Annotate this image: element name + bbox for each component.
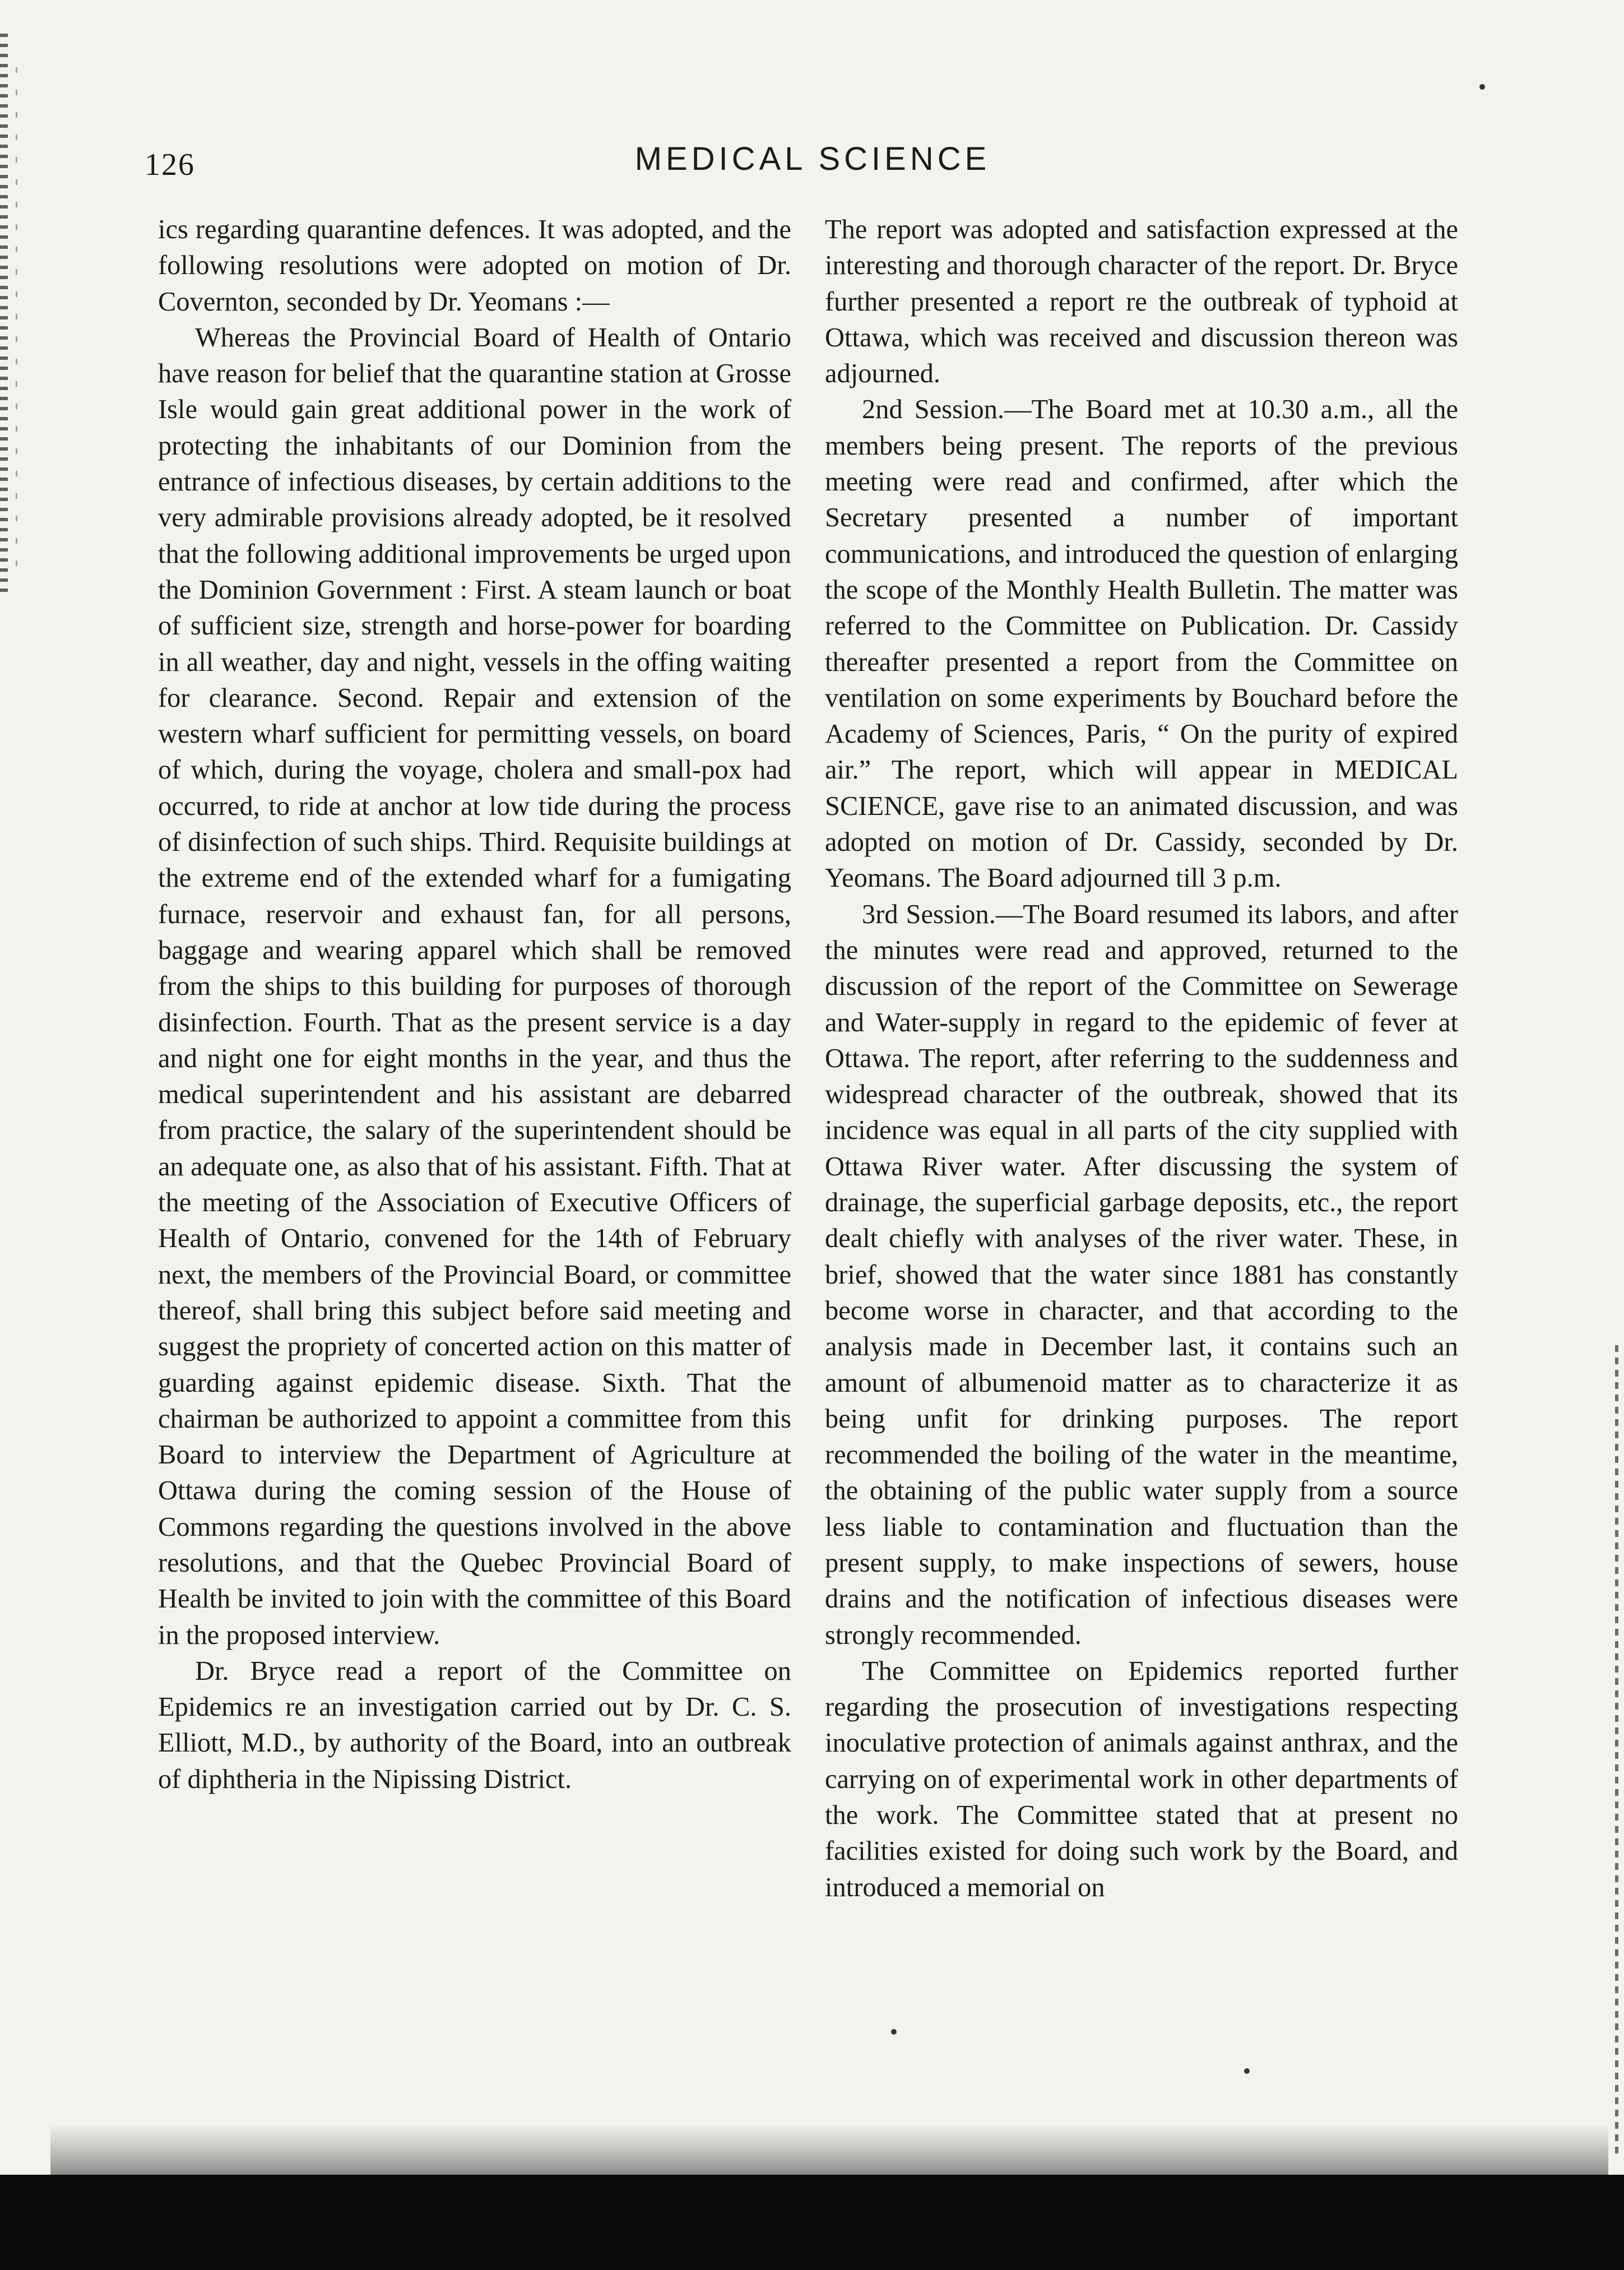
scan-bottom-edge [0, 2175, 1624, 2270]
right-column [825, 212, 1458, 1906]
scan-speck [1479, 84, 1485, 90]
paragraph: The Committee on Epidemics reported further regarding the prosecution of investigations respecting inoculative protection of animals against anthrax, and the carrying on of experimental work in other departments of the work. The Committee stated that at present no facilities existed for doing such work by the Board, and introduced a memorial on [825, 1656, 1458, 1902]
scan-speck [1244, 2068, 1250, 2074]
left-column [158, 212, 791, 1798]
paragraph: 3rd Session.—The Board resumed its labors, and after the minutes were read and approved, returned to the discussion of the report of the Committee on Sewerage and Water-supply in regard to the epidemic of fever at Ottawa. The report, after referring to the suddenness and widespread character of the outbreak, showed that its incidence was equal in all parts of the city supplied with Ottawa River water. After discussing the system of drainage, the superficial garbage deposits, etc., the report dealt chiefly with analyses of the river water. These, in brief, showed that the water since 1881 has constantly become worse in character, and that according to the analysis made in December last, it contains such an amount of albumenoid matter as to characterize it as being unfit for drinking purposes. The report recommended the boiling of the water in the meantime, the obtaining of the public water supply from a source less liable to contamination and fluctuation than the present supply, to make inspections of sewers, house drains and the notification of infectious diseases were strongly recommended. [825, 899, 1458, 1650]
paragraph: 2nd Session.—The Board met at 10.30 a.m., all the members being present. The reports of the previous meeting were read and confirmed, after which the Secretary presented a number of important communications, and introduced the question of enlarging the scope of the Monthly Health Bulletin. The matter was referred to the Committee on Publication. Dr. Cassidy thereafter presented a report from the Committee on ventilation on some experiments by Bouchard before the Academy of Sciences, Paris, “ On the purity of expired air.” The report, which will appear in MEDICAL SCIENCE, gave rise to an animated discussion, and was adopted on motion of Dr. Cassidy, seconded by Dr. Yeomans. The Board adjourned till 3 p.m. [825, 395, 1458, 893]
running-head: MEDICAL SCIENCE [634, 141, 991, 177]
paragraph: ics regarding quarantine defences. It was adopted, and the following resolutions were adopted on motion of Dr. Covernton, seconded by Dr. Yeomans :— [158, 215, 791, 317]
paragraph: Dr. Bryce read a report of the Committee on Epidemics re an investigation carried out by Dr. C. S. Elliott, M.D., by authority of the Board, into an outbreak of diphtheria in the Nipissing District. [158, 1656, 791, 1794]
scan-smudge [50, 2124, 1608, 2175]
right-edge-marks [1615, 1345, 1618, 2158]
binding-edge-marks-inner [16, 67, 17, 572]
paragraph: Whereas the Provincial Board of Health of Ontario have reason for belief that the quarantine station at Grosse Isle would gain great additional power in the work of protecting the inhabitants of our Dominion from the entrance of infectious diseases, by certain additions to the very admirable provisions already adopted, be it resolved that the following additional improvements be urged upon the Dominion Government : First. A steam launch or boat of sufficient size, strength and horse-power for boarding in all weather, day and night, vessels in the offing waiting for clearance. Second. Repair and extension of the western wharf sufficient for permitting vessels, on board of which, during the voyage, cholera and small-pox had occurred, to ride at anchor at low tide during the process of disinfection of such ships. Third. Requisite buildings at the extreme end of the extended wharf for a fumigating furnace, reservoir and exhaust fan, for all persons, baggage and wearing apparel which shall be removed from the ships to this building for purposes of thorough disinfection. Fourth. That as the present service is a day and night one for eight months in the year, and thus the medical superintendent and his assistant are debarred from practice, the salary of the superintendent should be an adequate one, as also that of his assistant. Fifth. That at the meeting of the Association of Executive Officers of Health of Ontario, convened for the 14th of February next, the members of the Provincial Board, or committee thereof, shall bring this subject before said meeting and suggest the propriety of concerted action on this matter of guarding against epidemic disease. Sixth. That the chairman be authorized to appoint a committee from this Board to interview the Department of Agriculture at Ottawa during the coming session of the House of Commons regarding the questions involved in the above resolutions, and that the Quebec Provincial Board of Health be invited to join with the committee of this Board in the proposed interview. [158, 322, 791, 1650]
page-number: 126 [145, 147, 195, 182]
scan-speck [891, 2029, 897, 2035]
binding-edge-marks [0, 34, 8, 594]
paragraph: The report was adopted and satisfaction expressed at the interesting and thorough character of the report. Dr. Bryce further presented a report re the outbreak of typhoid at Ottawa, which was received and discussion thereon was adjourned. [825, 215, 1458, 389]
